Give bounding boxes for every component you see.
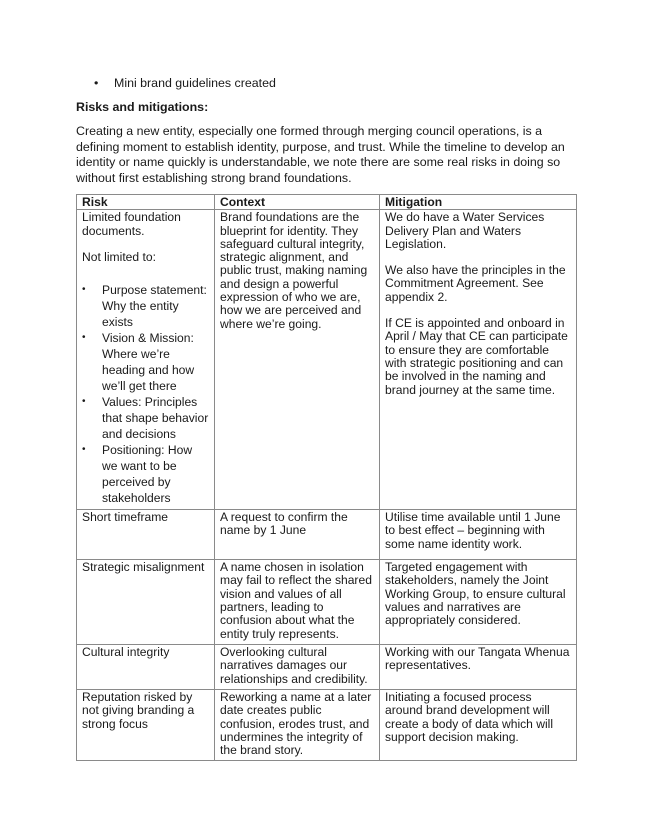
list-item: • Purpose statement: Why the entity exists xyxy=(82,283,207,330)
risks-table xyxy=(76,194,577,761)
header-risk: Risk xyxy=(77,195,215,210)
table-header-row xyxy=(77,195,577,210)
context-cell: A name chosen in isolation may fail to reflect the shared vision and values of all partners, leading to confusion about what the entity truly represents. xyxy=(215,560,380,645)
bullet-icon: • xyxy=(94,76,99,90)
table-row xyxy=(77,210,577,510)
mitigation-cell: We do have a Water Services Delivery Plan and Waters Legislation. We also have the principles in the Commitment Agreement. See appendix 2. If CE is appointed and onboard in April / May that CE can participate to ensure they are comfortable with strategic positioning and can be involved in the naming and brand journey at the same time. xyxy=(380,210,577,510)
table-row xyxy=(77,510,577,560)
context-cell: Overlooking cultural narratives damages our relationships and credibility. xyxy=(215,644,380,689)
mitigation-cell: Utilise time available until 1 June to best effect – beginning with some name identity work. xyxy=(380,510,577,560)
table-row xyxy=(77,689,577,760)
foundations-list xyxy=(82,282,209,506)
intro-paragraph: Creating a new entity, especially one formed through merging council operations, is a defining moment to establish identity, purpose, and trust. While the timeline to develop an identity or name quickly is understandable, we note there are some real risks in doing so without first establishing strong brand foundations. xyxy=(76,124,565,185)
header-mitigation: Mitigation xyxy=(380,195,577,210)
bullet-icon: • xyxy=(82,396,86,408)
risk-cell xyxy=(77,210,215,510)
header-context: Context xyxy=(215,195,380,210)
risk-lead: Limited foundation documents. xyxy=(82,210,181,238)
context-cell: A request to confirm the name by 1 June xyxy=(215,510,380,560)
list-item: • Values: Principles that shape behavior and decisions xyxy=(82,395,209,442)
list-item: • Positioning: How we want to be perceived by stakeholders xyxy=(82,443,193,506)
context-cell: Reworking a name at a later date creates public confusion, erodes trust, and undermines the integrity of the brand story. xyxy=(215,689,380,760)
bullet-icon: • xyxy=(82,444,86,456)
section-heading: Risks and mitigations: xyxy=(76,100,209,114)
risk-cell: Cultural integrity xyxy=(77,644,215,689)
table-row xyxy=(77,644,577,689)
risk-cell: Reputation risked by not giving branding a strong focus xyxy=(77,689,215,760)
mitigation-cell: Targeted engagement with stakeholders, namely the Joint Working Group, to ensure cultural values and narratives are appropriately considered. xyxy=(380,560,577,645)
risk-sub: Not limited to: xyxy=(82,249,156,264)
risk-cell: Strategic misalignment xyxy=(77,560,215,645)
mitigation-cell: Working with our Tangata Whenua representatives. xyxy=(380,644,577,689)
mitigation-cell: Initiating a focused process around brand development will create a body of data which will support decision making. xyxy=(380,689,577,760)
list-item-text: Mini brand guidelines created xyxy=(114,76,276,90)
bullet-icon: • xyxy=(82,284,86,296)
list-item: • Vision & Mission: Where we’re heading and how we’ll get there xyxy=(82,331,195,394)
bullet-icon: • xyxy=(82,332,86,344)
risk-cell: Short timeframe xyxy=(77,510,215,560)
context-cell: Brand foundations are the blueprint for identity. They safeguard cultural integrity, strategic alignment, and public trust, making naming and design a powerful expression of who we are, how we are perceived and where we’re going. xyxy=(215,210,380,510)
table-row xyxy=(77,560,577,645)
